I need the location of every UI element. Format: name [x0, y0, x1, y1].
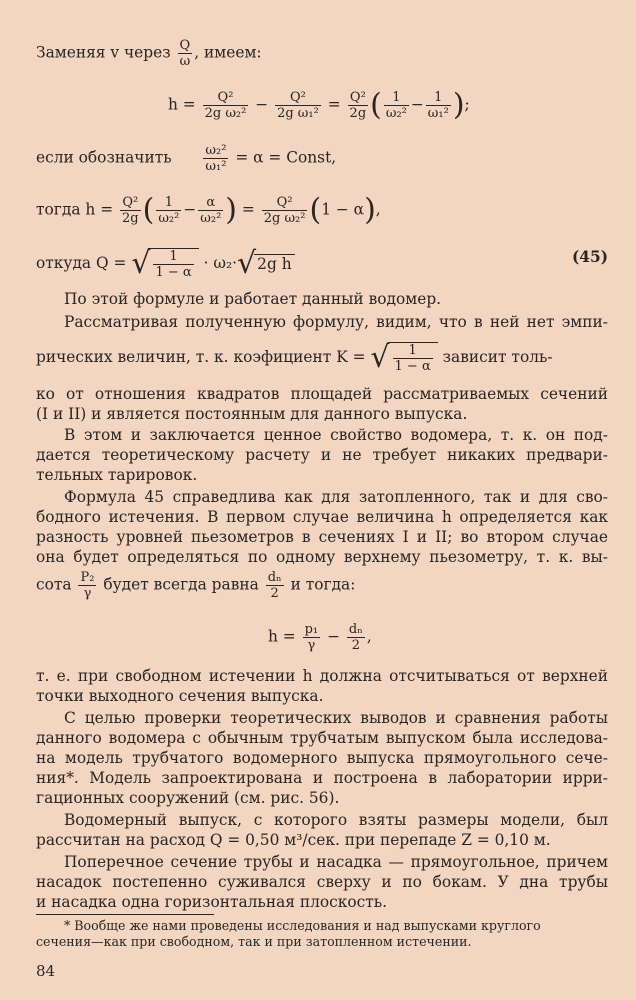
page-number: 84: [36, 962, 56, 980]
paragraph-line: В этом и заключается ценное свойство водомера, т. к. он под-: [64, 426, 608, 444]
footnote-rule: [36, 914, 214, 915]
paragraph-line: насадок постепенно суживался сверху и по бокам. У дна трубы: [36, 873, 608, 891]
paragraph-line: По этой формуле и работает данный водомер.: [64, 290, 442, 308]
fraction-q-over-omega: $\frac{Q}{\omega}$: [179, 38, 191, 69]
formula-h-free-outflow: h = $\frac{\text{p₁}}{\gamma}$ − $\frac{\text{dₙ}}{2}$ ,: [268, 622, 372, 653]
formula-45: откуда Q = √ $\frac{1}{1 - \alpha}$ · ω₂·√2g h: [36, 248, 295, 280]
paragraph-line: рассчитан на расход Q = 0,50 м³/сек. при перепаде Z = 0,10 м.: [36, 831, 551, 849]
paragraph-line: С целью проверки теоретических выводов и сравнения работы: [64, 709, 608, 727]
paragraph-line: бодного истечения. В первом случае величина h определяется как: [36, 508, 608, 526]
equation-number: (45): [572, 248, 608, 266]
formula-h-derivation: h = $\frac{\text{Q²}}{\text{2g ω₂²}}$ − $\frac{\text{Q²}}{\text{2g ω₁²}}$ = $\frac{\text{Q²}}{2g}$ ( $\frac{1}{\text{ω₂²}}$ − $\frac{1}{\text{ω₁²}}$ );: [168, 87, 470, 123]
paragraph-line: точки выходного сечения выпуска.: [36, 687, 324, 705]
footnote-line: сечения—как при свободном, так и при затопленном истечении.: [36, 934, 472, 949]
footnote-line: * Вообще же нами проведены исследования и над выпусками круглого: [64, 918, 541, 933]
paragraph-line: Водомерный выпуск, с которого взяты размеры модели, был: [64, 811, 608, 829]
paragraph-line: т. е. при свободном истечении h должна отсчитываться от верхней: [36, 667, 608, 685]
paragraph-line: Поперечное сечение трубы и насадка — прямоугольное, причем: [64, 853, 608, 871]
paragraph-line: ко от отношения квадратов площадей рассматриваемых сечений: [36, 385, 608, 403]
paragraph-line-height: сота $\frac{\text{P₂}}{\gamma}$ будет всегда равна $\frac{\text{dₙ}}{2}$ и тогда:: [36, 570, 356, 601]
paragraph-line: тельных тарировок.: [36, 466, 198, 484]
paragraph-line: разность уровней пьезометров в сечениях I и II; во втором случае: [36, 528, 608, 546]
sqrt-sign: √: [131, 246, 151, 281]
paragraph-line: гационных сооружений (см. рис. 56).: [36, 789, 340, 807]
paragraph-line: она будет определяться по одному верхнему пьезометру, т. к. вы-: [36, 548, 608, 566]
paragraph-line: на модель трубчатого водомерного выпуска прямоугольного сече-: [36, 749, 608, 767]
paragraph-line-coefficient: рических величин, т. к. коэфициент K = √ $\frac{1}{1 - \alpha}$ зависит толь-: [36, 340, 553, 375]
paren-open: (: [370, 87, 382, 123]
formula-alpha-definition: если обозначить $\frac{\text{ω₂²}}{\text{ω₁²}}$ = α = Const,: [36, 143, 337, 174]
paragraph-line: и насадка одна горизонтальная плоскость.: [36, 893, 388, 911]
paragraph-line: (I и II) и является постоянным для данного выпуска.: [36, 405, 468, 423]
paragraph-line: дается теоретическому расчету и не требует никаких предвари-: [36, 446, 608, 464]
intro-text: Заменяя v через: [36, 43, 171, 62]
paragraph-line: Формула 45 справедлива как для затопленного, так и для сво-: [64, 488, 608, 506]
formula-h-alpha: тогда h = $\frac{\text{Q²}}{2g}$ ( $\frac{1}{\text{ω₂²}}$ − $\frac{\alpha}{\text{ω₂²}}$ ) = $\frac{\text{Q²}}{\text{2g ω₂²}}$ (1 − α),: [36, 192, 381, 228]
paragraph-line: ния*. Модель запроектирована и построена в лаборатории ирри-: [36, 769, 608, 787]
paragraph-line: данного водомера с обычным трубчатым выпуском была исследова-: [36, 729, 608, 747]
paragraph-line: Рассматривая полученную формулу, видим, что в ней нет эмпи-: [64, 313, 608, 331]
paren-close: ): [452, 87, 465, 123]
intro-line: Заменяя v через $\frac{Q}{\omega}$ , имеем:: [36, 38, 262, 69]
